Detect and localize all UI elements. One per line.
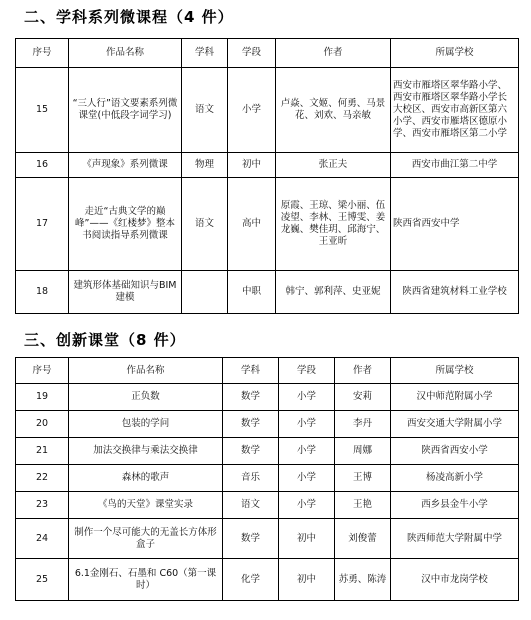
row-name: 森林的歌声 <box>69 465 223 492</box>
row-subject: 语文 <box>182 68 228 153</box>
row-no: 20 <box>16 411 69 438</box>
row-no: 15 <box>16 68 69 153</box>
row-stage: 小学 <box>279 492 335 519</box>
row-school: 陕西省建筑材料工业学校 <box>391 271 519 314</box>
row-no: 23 <box>16 492 69 519</box>
table-row <box>16 178 519 271</box>
row-authors: 安莉 <box>335 384 391 411</box>
row-name: 制作一个尽可能大的无盖长方体形盒子 <box>69 519 223 559</box>
row-stage: 高中 <box>228 178 276 271</box>
header-name: 作品名称 <box>69 358 223 384</box>
row-authors: 王艳 <box>335 492 391 519</box>
row-name: 正负数 <box>69 384 223 411</box>
table-header-row <box>16 39 519 68</box>
table-row <box>16 153 519 178</box>
row-subject: 语文 <box>223 492 279 519</box>
row-subject: 数学 <box>223 519 279 559</box>
row-no: 22 <box>16 465 69 492</box>
row-authors: 韩宁、郭利萍、史亚妮 <box>276 271 391 314</box>
header-authors: 作者 <box>335 358 391 384</box>
row-subject: 数学 <box>223 438 279 465</box>
row-authors: 原霞、王琼、梁小丽、伍凌望、李林、王博雯、姜龙巍、樊佳玥、邱海宁、王亚昕 <box>276 178 391 271</box>
row-school: 西安市雁塔区翠华路小学、西安市雁塔区翠华路小学长大校区、西安市高新区第六小学、西安市雁塔区德原小学、西安市雁塔区第二小学 <box>391 68 519 153</box>
row-school: 杨凌高新小学 <box>391 465 519 492</box>
row-no: 21 <box>16 438 69 465</box>
header-school: 所属学校 <box>391 358 519 384</box>
row-school: 陕西省西安小学 <box>391 438 519 465</box>
header-no: 序号 <box>16 39 69 68</box>
row-authors: 李丹 <box>335 411 391 438</box>
row-stage: 小学 <box>228 68 276 153</box>
table-row <box>16 465 519 492</box>
row-no: 24 <box>16 519 69 559</box>
row-school: 汉中师范附属小学 <box>391 384 519 411</box>
row-name: 6.1金刚石、石墨和 C60（第一课时） <box>69 559 223 601</box>
row-school: 陕西省西安中学 <box>391 178 519 271</box>
table-row <box>16 271 519 314</box>
section-title-innovative-classroom: 三、创新课堂（8 件） <box>24 331 186 349</box>
row-name: 《鸟的天堂》课堂实录 <box>69 492 223 519</box>
row-name: 加法交换律与乘法交换律 <box>69 438 223 465</box>
header-authors: 作者 <box>276 39 391 68</box>
row-stage: 小学 <box>279 465 335 492</box>
header-subject: 学科 <box>182 39 228 68</box>
table-row <box>16 492 519 519</box>
row-no: 17 <box>16 178 69 271</box>
row-school: 西乡县金牛小学 <box>391 492 519 519</box>
row-school: 汉中市龙岗学校 <box>391 559 519 601</box>
row-subject: 化学 <box>223 559 279 601</box>
row-subject: 语文 <box>182 178 228 271</box>
row-stage: 初中 <box>228 153 276 178</box>
header-stage: 学段 <box>228 39 276 68</box>
table-row <box>16 519 519 559</box>
row-authors: 张正夫 <box>276 153 391 178</box>
innovative-classroom-table <box>15 357 519 601</box>
row-school: 西安市曲江第二中学 <box>391 153 519 178</box>
row-name: 《声现象》系列微课 <box>69 153 182 178</box>
table-row <box>16 559 519 601</box>
row-authors: 卢焱、文姬、何勇、马景花、刘欢、马亲敏 <box>276 68 391 153</box>
row-stage: 小学 <box>279 411 335 438</box>
row-school: 陕西师范大学附属中学 <box>391 519 519 559</box>
header-subject: 学科 <box>223 358 279 384</box>
row-no: 19 <box>16 384 69 411</box>
row-authors: 苏勇、陈涛 <box>335 559 391 601</box>
table-row <box>16 438 519 465</box>
table-row <box>16 68 519 153</box>
row-authors: 周娜 <box>335 438 391 465</box>
row-name: 建筑形体基础知识与BIM建模 <box>69 271 182 314</box>
table-row <box>16 384 519 411</box>
row-subject <box>182 271 228 314</box>
row-subject: 物理 <box>182 153 228 178</box>
table-header-row <box>16 358 519 384</box>
header-stage: 学段 <box>279 358 335 384</box>
row-subject: 数学 <box>223 411 279 438</box>
row-stage: 初中 <box>279 559 335 601</box>
table-row <box>16 411 519 438</box>
row-name: 包装的学问 <box>69 411 223 438</box>
row-stage: 小学 <box>279 438 335 465</box>
row-authors: 王博 <box>335 465 391 492</box>
header-school: 所属学校 <box>391 39 519 68</box>
header-no: 序号 <box>16 358 69 384</box>
row-subject: 音乐 <box>223 465 279 492</box>
row-stage: 中职 <box>228 271 276 314</box>
row-no: 25 <box>16 559 69 601</box>
row-name: 走近“古典文学的巅峰”——《红楼梦》整本书阅读指导系列微课 <box>69 178 182 271</box>
row-school: 西安交通大学附属小学 <box>391 411 519 438</box>
row-authors: 刘俊蕾 <box>335 519 391 559</box>
row-no: 16 <box>16 153 69 178</box>
subject-series-table <box>15 38 519 314</box>
section-title-subject-series: 二、学科系列微课程（4 件） <box>24 8 234 26</box>
row-stage: 小学 <box>279 384 335 411</box>
header-name: 作品名称 <box>69 39 182 68</box>
row-subject: 数学 <box>223 384 279 411</box>
row-no: 18 <box>16 271 69 314</box>
row-name: “三人行”语文要素系列微课堂(中低段字词学习) <box>69 68 182 153</box>
row-stage: 初中 <box>279 519 335 559</box>
